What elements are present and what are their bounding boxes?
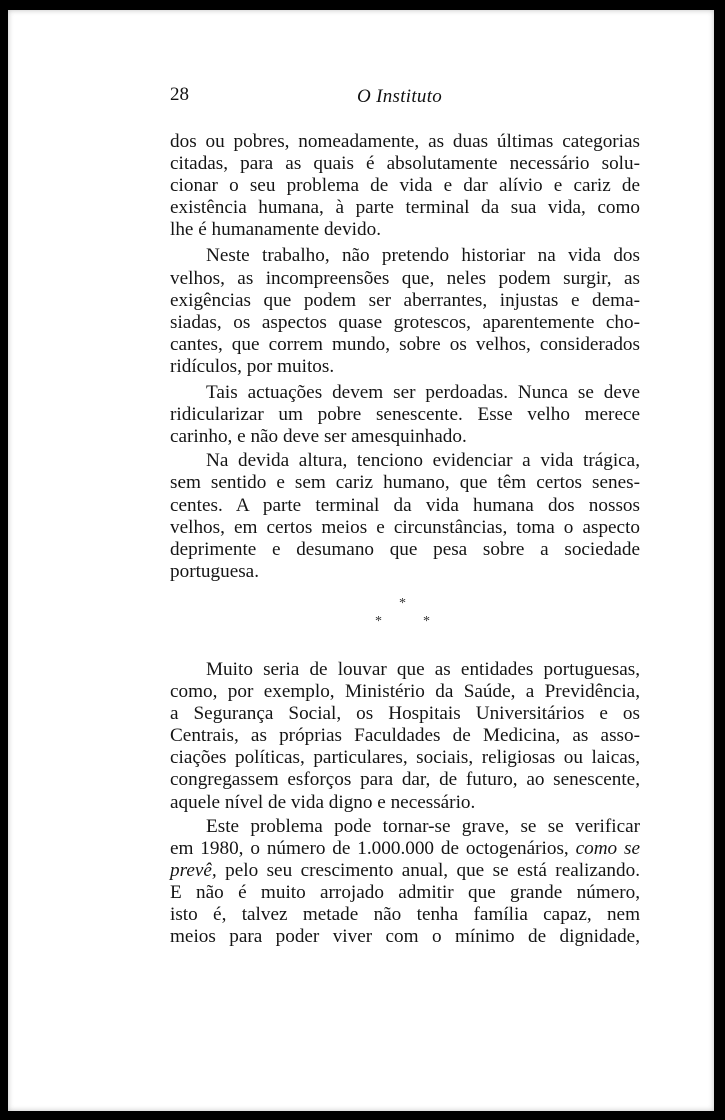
- text-line: ridicularizar um pobre senescente. Esse velho merece: [170, 404, 640, 426]
- paragraph: [170, 131, 640, 241]
- text-line: Este problema pode tornar-se grave, se se verificar: [206, 815, 640, 837]
- asterisk-icon: *: [423, 614, 430, 629]
- text-block-upper: [170, 131, 640, 583]
- text-line: exigências que podem ser aberrantes, injustas e dema-: [170, 289, 640, 311]
- paragraph: [170, 245, 640, 378]
- text-line: Na devida altura, tenciono evidenciar a vida trágica,: [206, 450, 640, 472]
- text-line: meios para poder viver com o mínimo de dignidade,: [170, 926, 640, 948]
- text-line: existência humana, à parte terminal da sua vida, como: [170, 197, 640, 219]
- text-line: congregassem esforços para dar, de futuro, ao senescente,: [170, 769, 640, 791]
- text-line: isto é, talvez metade não tenha família capaz, nem: [170, 904, 640, 926]
- asterisk-icon: *: [399, 596, 406, 611]
- paragraph: [170, 659, 640, 814]
- text-line: Muito seria de louvar que as entidades portuguesas,: [206, 659, 640, 680]
- text-line: E não é muito arrojado admitir que grande número,: [170, 881, 640, 903]
- text-line: deprimente e desumano que pesa sobre a sociedade: [170, 538, 640, 560]
- running-head: O Instituto: [357, 86, 443, 107]
- text-line: Neste trabalho, não pretendo historiar na vida dos: [206, 245, 640, 267]
- section-separator: [370, 596, 440, 636]
- text-block-lower: [170, 659, 640, 948]
- text-line: a Segurança Social, os Hospitais Universitários e os: [170, 703, 640, 725]
- asterisk-icon: *: [375, 614, 382, 629]
- italic-text: prevê,: [170, 859, 217, 881]
- text-line: velhos, em certos meios e circunstâncias, toma o aspecto: [170, 516, 640, 538]
- text-run: em 1980, o número de 1.000.000 de octogenários,: [170, 837, 576, 859]
- text-line: siadas, os aspectos quase grotescos, aparentemente cho-: [170, 311, 640, 333]
- text-line: ridículos, por muitos.: [170, 355, 335, 377]
- text-line: carinho, e não deve ser amesquinhado.: [170, 426, 467, 448]
- paragraph: [170, 816, 640, 949]
- paragraph: [170, 382, 640, 448]
- text-line: Centrais, as próprias Faculdades de Medicina, as asso-: [170, 725, 640, 747]
- text-line: cionar o seu problema de vida e dar alívio e cariz de: [170, 175, 640, 197]
- page-header: [170, 84, 640, 110]
- text-line: Tais actuações devem ser perdoadas. Nunca se deve: [206, 382, 640, 404]
- page-number: 28: [170, 84, 189, 105]
- text-line: centes. A parte terminal da vida humana dos nossos: [170, 494, 640, 516]
- text-line: cantes, que correm mundo, sobre os velhos, considerados: [170, 333, 640, 355]
- text-line: velhos, as incompreensões que, neles podem surgir, as: [170, 267, 640, 289]
- text-line: [170, 838, 640, 860]
- text-run: pelo seu crescimento anual, que se está realizando.: [216, 859, 640, 881]
- text-line: citadas, para as quais é absolutamente necessário solu-: [170, 153, 640, 175]
- paragraph: [170, 450, 640, 583]
- text-line: sem sentido e sem cariz humano, que têm certos senes-: [170, 472, 640, 494]
- text-line: lhe é humanamente devido.: [170, 219, 381, 241]
- text-line: [170, 860, 640, 882]
- text-line: como, por exemplo, Ministério da Saúde, a Previdência,: [170, 681, 640, 703]
- text-line: portuguesa.: [170, 560, 259, 582]
- text-line: dos ou pobres, nomeadamente, as duas últimas categorias: [170, 131, 640, 152]
- text-line: aquele nível de vida digno e necessário.: [170, 791, 476, 813]
- text-line: ciações políticas, particulares, sociais, religiosas ou laicas,: [170, 747, 640, 769]
- italic-text: como se: [575, 837, 641, 859]
